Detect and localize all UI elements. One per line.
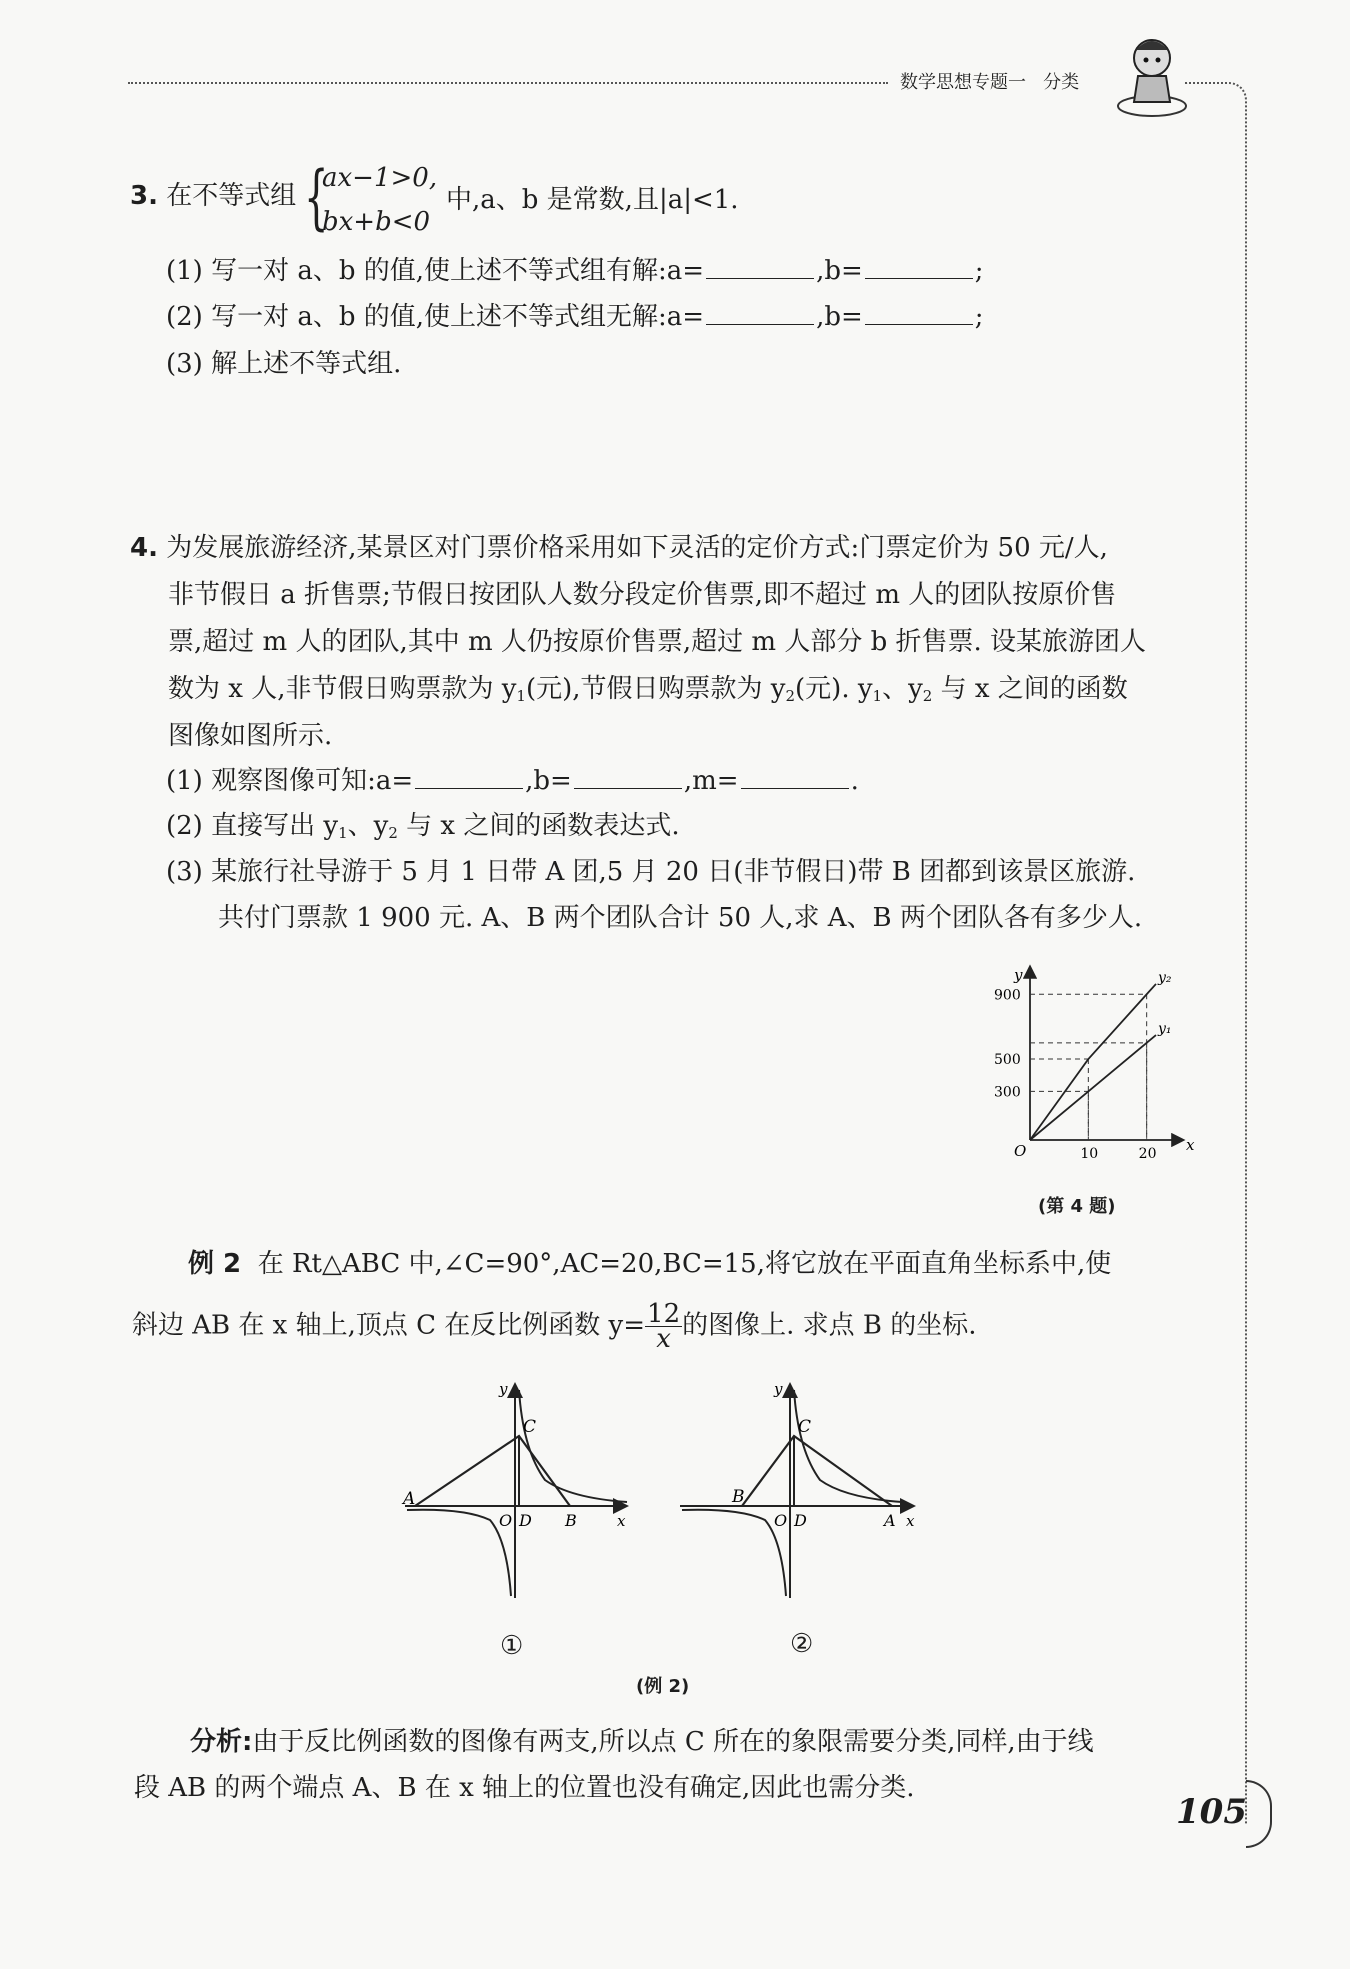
q4-part3-line1: (3) 某旅行社导游于 5 月 1 日带 A 团,5 月 20 日(非节假日)带 B 团都到该景区旅游. bbox=[166, 857, 1136, 887]
analysis-line2: 段 AB 的两个端点 A、B 在 x 轴上的位置也没有确定,因此也需分类. bbox=[134, 1773, 915, 1803]
q4-part2: (2) 直接写出 $y_1$、$y_2$ 与 x 之间的函数表达式. bbox=[166, 811, 680, 842]
point-label-d: D bbox=[794, 1511, 807, 1530]
series-line-y1 bbox=[1030, 1035, 1156, 1140]
mascot-icon bbox=[1112, 30, 1192, 120]
example2-line2: 斜边 AB 在 x 轴上,顶点 C 在反比例函数 y= $\frac{12}{x}$ 的图像上. 求点 B 的坐标. bbox=[132, 1299, 977, 1354]
answer-blank[interactable] bbox=[865, 298, 973, 325]
q3-brace: { bbox=[304, 156, 329, 238]
series-line-y2 bbox=[1030, 984, 1156, 1140]
example2-figure1 bbox=[395, 1380, 635, 1620]
q4-part1: (1) 观察图像可知:a= ,b= ,m= . bbox=[166, 762, 859, 799]
origin-label: O bbox=[774, 1511, 788, 1530]
y-tick-label: 900 bbox=[994, 987, 1021, 1004]
q3-stem: 3. 在不等式组 bbox=[130, 181, 297, 211]
origin-label: O bbox=[1014, 1142, 1027, 1160]
x-tick-label: 20 bbox=[1138, 1146, 1157, 1162]
y-tick-label: 500 bbox=[994, 1052, 1021, 1069]
origin-label: O bbox=[499, 1511, 513, 1530]
q4-line1: 4. 为发展旅游经济,某景区对门票价格采用如下灵活的定价方式:门票定价为 50 元/人, bbox=[130, 533, 1108, 563]
x-axis-label: x bbox=[1186, 1136, 1195, 1154]
answer-blank[interactable] bbox=[706, 252, 814, 279]
y-axis-label: y bbox=[774, 1380, 783, 1398]
q3-part3: (3) 解上述不等式组. bbox=[166, 349, 402, 379]
point-label-b: B bbox=[732, 1487, 745, 1507]
q3-stem-tail: 中,a、b 是常数,且|a|<1. bbox=[446, 185, 739, 215]
point-label-d: D bbox=[519, 1511, 532, 1530]
q4-chart bbox=[990, 960, 1195, 1170]
q4-part3-line2: 共付门票款 1 900 元. A、B 两个团队合计 50 人,求 A、B 两个团队各有多少人. bbox=[218, 903, 1143, 933]
point-label-a: A bbox=[403, 1489, 416, 1509]
point-label-b: B bbox=[565, 1511, 577, 1530]
q4-line2: 非节假日 a 折售票;节假日按团队人数分段定价售票,即不超过 m 人的团队按原价售 bbox=[168, 580, 1117, 610]
x-tick-label: 10 bbox=[1080, 1146, 1099, 1162]
q4-line4: 数为 x 人,非节假日购票款为 $y_1$(元),节假日购票款为 $y_2$(元). $y_1$、$y_2$ 与 x 之间的函数 bbox=[168, 674, 1128, 705]
answer-blank[interactable] bbox=[706, 298, 814, 325]
y-axis-label: y bbox=[499, 1380, 508, 1398]
q3-part1: (1) 写一对 a、b 的值,使上述不等式组有解:a= ,b= ; bbox=[166, 252, 984, 289]
series-label: y₁ bbox=[1158, 1021, 1172, 1038]
figure1-label: ① bbox=[500, 1631, 524, 1661]
q4-caption: (第 4 题) bbox=[1038, 1196, 1116, 1217]
header-dotted-rule bbox=[128, 82, 888, 84]
example2-figure2 bbox=[680, 1380, 920, 1620]
x-axis-label: x bbox=[906, 1512, 915, 1530]
point-label-c: C bbox=[523, 1417, 537, 1437]
figure2-label: ② bbox=[790, 1629, 814, 1659]
q4-line3: 票,超过 m 人的团队,其中 m 人仍按原价售票,超过 m 人部分 b 折售票. 设某旅游团人 bbox=[168, 627, 1147, 657]
q3-system-line2: bx+b<0 bbox=[322, 207, 431, 237]
page-number: 105 bbox=[1176, 1792, 1247, 1832]
page-number-bracket bbox=[1246, 1780, 1272, 1848]
answer-blank[interactable] bbox=[741, 762, 849, 789]
y-tick-label: 300 bbox=[994, 1084, 1021, 1101]
q3-part2: (2) 写一对 a、b 的值,使上述不等式组无解:a= ,b= ; bbox=[166, 298, 984, 335]
answer-blank[interactable] bbox=[574, 762, 682, 789]
right-margin-dotted-rule bbox=[1185, 82, 1247, 1824]
y-axis-label: y bbox=[1014, 966, 1023, 984]
answer-blank[interactable] bbox=[415, 762, 523, 789]
answer-blank[interactable] bbox=[865, 252, 973, 279]
example2-caption: (例 2) bbox=[636, 1676, 690, 1697]
fraction-12-over-x: $\frac{12}{x}$ bbox=[647, 1299, 681, 1354]
analysis-line1: 分析:由于反比例函数的图像有两支,所以点 C 所在的象限需要分类,同样,由于线 bbox=[190, 1727, 1094, 1757]
series-label: y₂ bbox=[1158, 969, 1172, 986]
point-label-c: C bbox=[798, 1417, 812, 1437]
x-axis-label: x bbox=[617, 1512, 626, 1530]
header-title: 数学思想专题一 分类 bbox=[900, 72, 1080, 93]
example2-line1: 例 2 在 Rt△ABC 中,∠C=90°,AC=20,BC=15,将它放在平面直角坐标系中,使 bbox=[188, 1249, 1112, 1279]
q4-line5: 图像如图所示. bbox=[168, 721, 333, 751]
point-label-a: A bbox=[884, 1511, 896, 1530]
q3-system-line1: ax−1>0, bbox=[322, 163, 438, 193]
